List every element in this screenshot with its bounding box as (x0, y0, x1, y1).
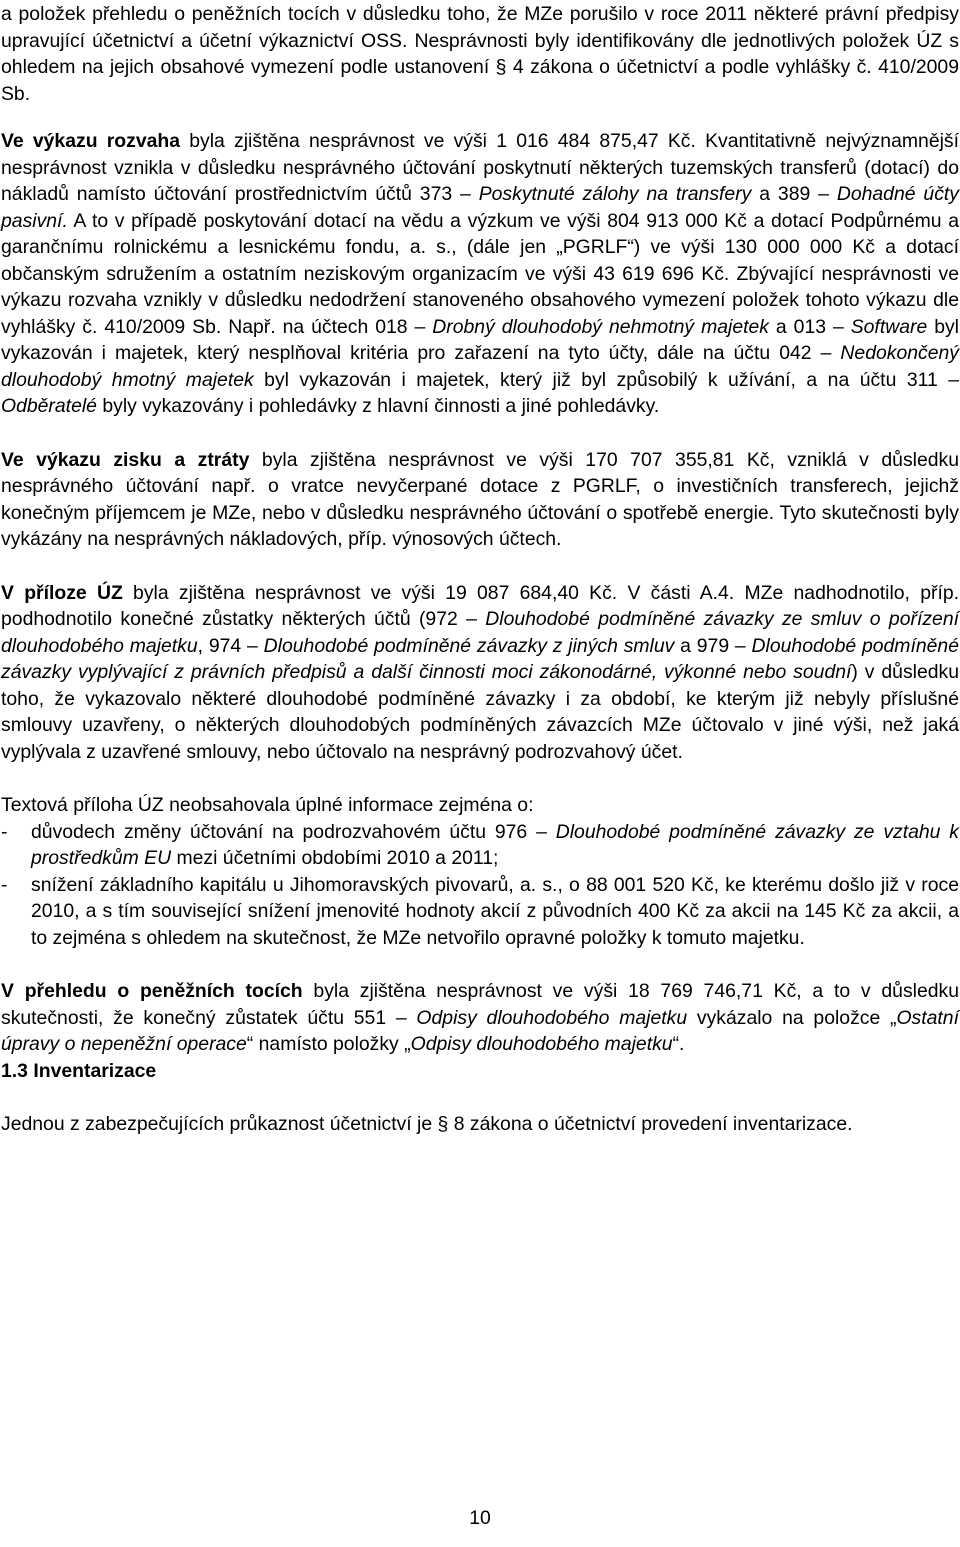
italic-run: Dlouhodobé podmíněné závazky ze vztahu k prostředkům EU (31, 820, 960, 869)
italic-run: Drobný dlouhodobý nehmotný majetek (432, 315, 769, 338)
bold-run: Ve výkazu rozvaha (1, 130, 181, 152)
list-item-text: důvodech změny účtování na podrozvahovém účtu 976 – Dlouhodobé podmíněné závazky ze vztahu k prostředkům EU mezi účetními obdobími 2010 a 2011; (31, 820, 960, 869)
italic-run: Odběratelé (1, 395, 97, 417)
rozvaha-paragraph: Ve výkazu rozvaha byla zjištěna nesprávnost ve výši 1 016 484 875,47 Kč. Kvantitativně nejvýznamnější nesprávnost vznikla v důsledku nesprávného účtování poskytnutí některých tuzemských transferů (dotací) do nákladů namísto účtování prostřednictvím účtů 373 – Poskytnuté zálohy na transfery a 389 – Dohadné účty pasivní. A to v případě poskytování dotací na vědu a výzkum ve výši 804 913 000 Kč a dotací Podpůrnému a garančnímu rolnickému a lesnickému fondu, a. s., (dále jen „PGRLF“) ve výši 130 000 000 Kč a dotací občanským sdružením a ostatním neziskovým organizacím ve výši 43 619 696 Kč. Zbývající nesprávnosti ve výkazu rozvaha vznikly v důsledku nedodržení stanoveného obsahového vymezení položek tohoto výkazu dle vyhlášky č. 410/2009 Sb. Např. na účtech 018 – Drobný dlouhodobý nehmotný majetek a 013 – Software byl vykazován i majetek, který nesplňoval kritéria pro zařazení na tyto účty, dále na účtu 042 – Nedokončený dlouhodobý hmotný majetek byl vykazován i majetek, který již byl způsobilý k užívání, a na účtu 311 – Odběratelé byly vykazovány i pohledávky z hlavní činnosti a jiné pohledávky. (1, 130, 959, 417)
textova-priloha-list (1, 819, 959, 952)
italic-run: Odpisy dlouhodobého majetku (410, 1033, 673, 1055)
bold-run: V příloze ÚZ (1, 581, 123, 604)
document-body (0, 1, 960, 1138)
bullet-dash: - (1, 873, 8, 896)
italic-run: Dlouhodobé podmíněné závazky vyplývající z právních předpisů a další činnosti moci zákonodárné, výkonné nebo soudní (1, 634, 959, 683)
bullet-dash: - (1, 820, 8, 843)
textova-priloha-intro: Textová příloha ÚZ neobsahovala úplné informace zejména o: (1, 794, 534, 816)
bold-run: V přehledu o peněžních tocích (1, 980, 303, 1002)
list-item (1, 872, 959, 952)
italic-run: Dlouhodobé podmíněné závazky z jiných smluv (263, 634, 675, 657)
italic-run: Dohadné účty pasivní. (1, 183, 959, 232)
section-heading: 1.3 Inventarizace (1, 1059, 157, 1082)
italic-run: Software (850, 315, 928, 338)
penezni-toky-paragraph: V přehledu o peněžních tocích byla zjištěna nesprávnost ve výši 18 769 746,71 Kč, a to v důsledku skutečnosti, že konečný zůstatek účtu 551 – Odpisy dlouhodobého majetku vykázalo na položce „Ostatní úpravy o nepeněžní operace“ namísto položky „Odpisy dlouhodobého majetku“. (1, 980, 959, 1055)
italic-run: Ostatní úpravy o nepeněžní operace (1, 1006, 959, 1055)
bold-run: Ve výkazu zisku a ztráty (1, 448, 250, 471)
italic-run: Odpisy dlouhodobého majetku (416, 1006, 688, 1029)
list-item (1, 819, 959, 872)
page-number: 10 (469, 1507, 491, 1529)
italic-run: Dlouhodobé podmíněné závazky ze smluv o pořízení dlouhodobého majetku (1, 608, 959, 657)
intro-paragraph: a položek přehledu o peněžních tocích v důsledku toho, že MZe porušilo v roce 2011 některé právní předpisy upravující účetnictví a účetní výkaznictví OSS. Nesprávnosti byly identifikovány dle jednotlivých položek ÚZ s ohledem na jejich obsahové vymezení podle ustanovení § 4 zákona o účetnictví a podle vyhlášky č. 410/2009 Sb. (1, 3, 959, 105)
list-item-text: snížení základního kapitálu u Jihomoravských pivovarů, a. s., o 88 001 520 Kč, ke kterému došlo již v roce 2010, a s tím související snížení jmenovité hodnoty akcií z původních 400 Kč za akcii na 145 Kč za akcii, a to zejména s ohledem na skutečnost, že MZe netvořilo opravné položky k tomuto majetku. (31, 873, 959, 949)
zisk-ztraty-paragraph: Ve výkazu zisku a ztráty byla zjištěna nesprávnost ve výši 170 707 355,81 Kč, vzniklá v důsledku nesprávného účtování např. o vratce nevyčerpané dotace z PGRLF, o investičních transferech, jejichž konečným příjemcem je MZe, nebo v důsledku nesprávného účtování o spotřebě energie. Tyto skutečnosti byly vykázány na nesprávných nákladových, příp. výnosových účtech. (1, 448, 959, 550)
italic-run: Nedokončený dlouhodobý hmotný majetek (1, 342, 959, 391)
italic-run: Poskytnuté zálohy na transfery (478, 183, 752, 205)
priloha-paragraph: V příloze ÚZ byla zjištěna nesprávnost ve výši 19 087 684,40 Kč. V části A.4. MZe nadhodnotilo, příp. podhodnotilo konečné zůstatky některých účtů (972 – Dlouhodobé podmíněné závazky ze smluv o pořízení dlouhodobého majetku, 974 – Dlouhodobé podmíněné závazky z jiných smluv a 979 – Dlouhodobé podmíněné závazky vyplývající z právních předpisů a další činnosti moci zákonodárné, výkonné nebo soudní) v důsledku toho, že vykazovalo některé dlouhodobé podmíněné závazky i za období, ke kterým již nebyly příslušné smlouvy uzavřeny, o některých dlouhodobých podmíněných závazcích MZe účtovalo v jiné výši, než jaká vyplývala z uzavřené smlouvy, nebo účtovalo na nesprávný podrozvahový účet. (1, 581, 960, 763)
section-text: Jednou z zabezpečujících průkaznost účetnictví je § 8 zákona o účetnictví provedení inventarizace. (1, 1113, 853, 1135)
